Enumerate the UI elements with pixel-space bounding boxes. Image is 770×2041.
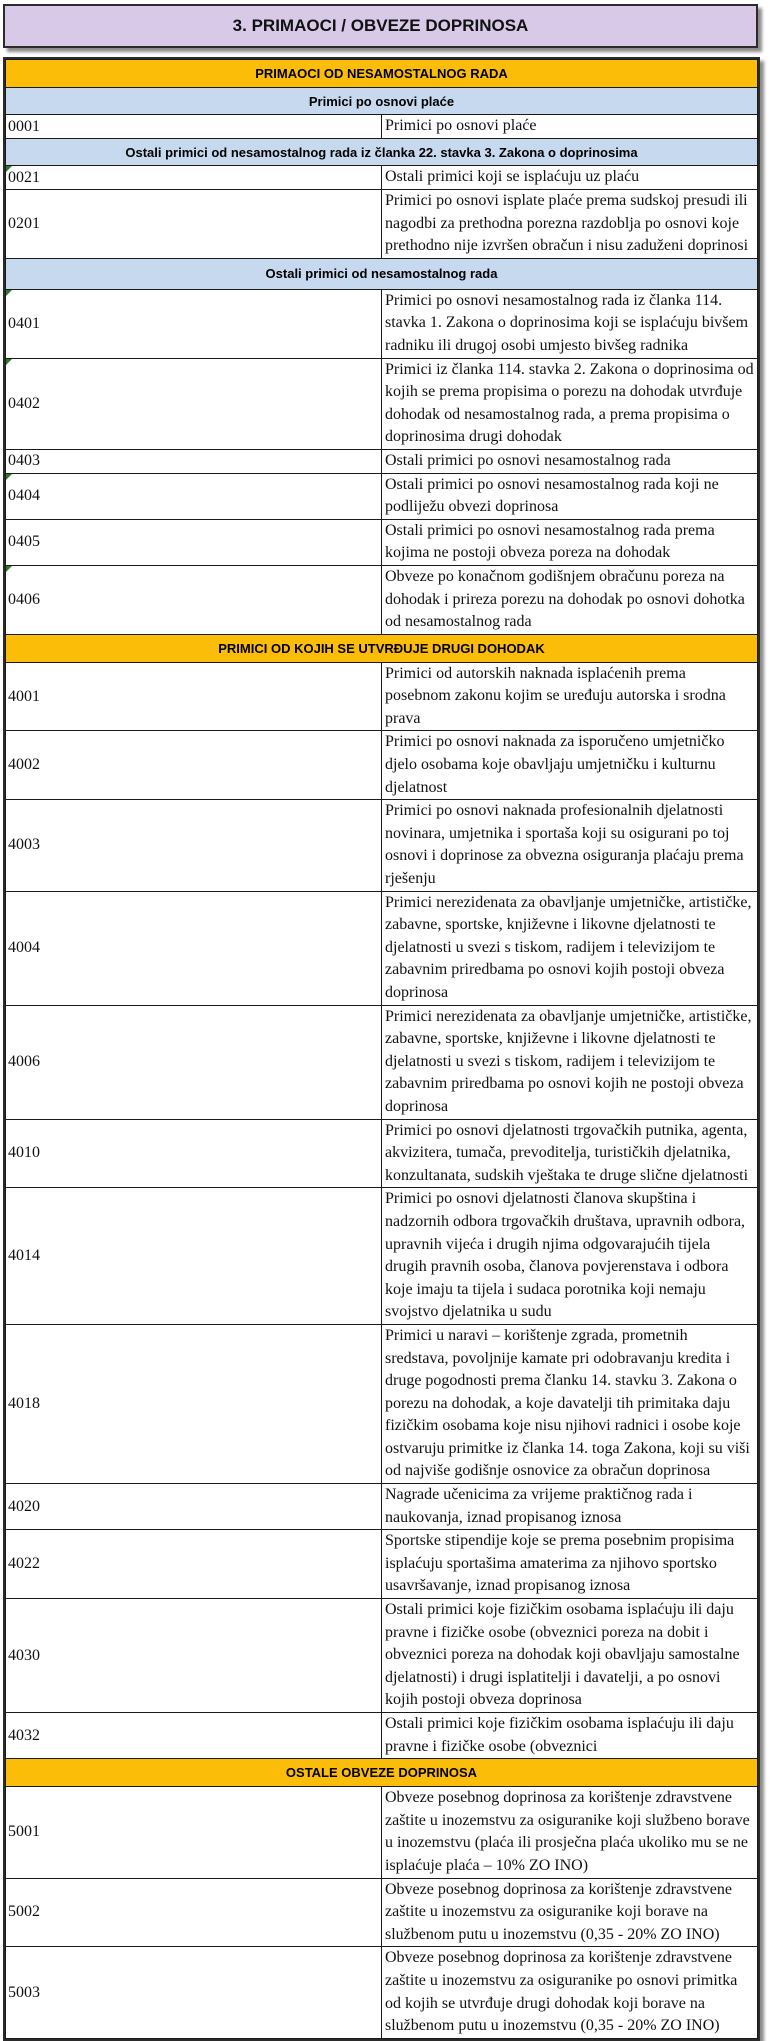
table-row bbox=[6, 1188, 758, 1325]
row-description: Obveze posebnog doprinosa za korištenje zdravstvene zaštite u inozemstvu za osiguranike po osnovi primitka od kojih se utvrđuje drugi dohodak koji borave na službenom putu u inozemstvu (0,35 - 20% ZO INO) bbox=[382, 1947, 758, 2038]
table-row bbox=[6, 1878, 758, 1947]
table-row bbox=[6, 662, 758, 731]
table-row bbox=[6, 473, 758, 519]
table-row bbox=[6, 891, 758, 1005]
cell-comment-marker-icon bbox=[6, 290, 12, 296]
row-code: 0402 bbox=[8, 394, 40, 412]
row-code: 4010 bbox=[8, 1144, 40, 1162]
row-code-cell bbox=[6, 1484, 382, 1530]
row-code: 0404 bbox=[8, 487, 40, 505]
contributions-table bbox=[3, 57, 760, 2041]
row-description: Primici po osnovi naknada profesionalnih djelatnosti novinara, umjetnika i sportaša koji su osigurani po toj osnovi i doprinose za obvezna osiguranja plaćaju prema rješenju bbox=[382, 800, 758, 891]
table-row bbox=[6, 166, 758, 190]
section-header bbox=[6, 634, 758, 662]
row-description: Obveze po konačnom godišnjem obračunu poreza na dohodak i prireza porezu na dohodak po osnovi dohotka od nesamostalnog rada bbox=[382, 565, 758, 634]
row-description: Primici po osnovi djelatnosti trgovačkih putnika, agenta, akvizitera, tumača, prevoditelja, turističkih djelatnika, konzultanata, sudskih vještaka te druge slične djelatnosti bbox=[382, 1119, 758, 1188]
cell-comment-marker-icon bbox=[6, 166, 12, 172]
row-code: 4030 bbox=[8, 1646, 40, 1664]
section-header bbox=[6, 1759, 758, 1787]
row-code-cell bbox=[6, 1324, 382, 1483]
row-code-cell bbox=[6, 1530, 382, 1599]
row-code: 5001 bbox=[8, 1823, 40, 1841]
row-code-cell bbox=[6, 800, 382, 891]
subsection-header bbox=[6, 258, 758, 289]
row-code: 4001 bbox=[8, 687, 40, 705]
row-code: 4022 bbox=[8, 1555, 40, 1573]
table-row bbox=[6, 190, 758, 259]
row-code-cell bbox=[6, 166, 382, 190]
row-code: 5003 bbox=[8, 1983, 40, 2001]
table-row bbox=[6, 1947, 758, 2038]
row-code-cell bbox=[6, 1947, 382, 2038]
row-description: Primici nerezidenata za obavljanje umjetničke, artističke, zabavne, sportske, književne i likovne djelatnosti te djelatnosti u svezi s tiskom, radijem i televizijom te zabavnim priredbama po osnovi kojih postoji obveza doprinosa bbox=[382, 891, 758, 1005]
row-code: 4032 bbox=[8, 1726, 40, 1744]
row-description: Primici u naravi – korištenje zgrada, prometnih sredstava, povoljnije kamate pri odobravanju kredita i druge pogodnosti prema članku 14. stavku 3. Zakona o porezu na dohodak, a koje davatelji tih primitaka daju fizičkim osobama koje nisu njihovi radnici i osobe koje ostvaruju primitke iz članka 14. toga Zakona, koji su viši od najviše godišnje osnovice za obračun doprinosa bbox=[382, 1324, 758, 1483]
table-row bbox=[6, 731, 758, 800]
row-code: 0001 bbox=[8, 117, 40, 135]
section-header-label: Ostali primici od nesamostalnog rada bbox=[6, 258, 758, 289]
row-code: 4002 bbox=[8, 756, 40, 774]
row-code-cell bbox=[6, 1599, 382, 1713]
section-header-label: PRIMICI OD KOJIH SE UTVRĐUJE DRUGI DOHODAK bbox=[6, 634, 758, 662]
row-code-cell bbox=[6, 115, 382, 139]
table-row bbox=[6, 1119, 758, 1188]
section-header-label: Primici po osnovi plaće bbox=[6, 88, 758, 115]
row-code-cell bbox=[6, 662, 382, 731]
row-code: 0406 bbox=[8, 590, 40, 608]
subsection-header bbox=[6, 88, 758, 115]
row-description: Primici nerezidenata za obavljanje umjetničke, artističke, zabavne, sportske, književne i likovne djelatnosti te djelatnosti u svezi s tiskom, radijem i televizijom te zabavnim priredbama po osnovi kojih ne postoji obveza doprinosa bbox=[382, 1005, 758, 1119]
row-description: Ostali primici koje fizičkim osobama isplaćuju ili daju pravne i fizičke osobe (obveznici bbox=[382, 1713, 758, 1759]
row-code: 0201 bbox=[8, 214, 40, 232]
row-code-cell bbox=[6, 1878, 382, 1947]
table-row bbox=[6, 565, 758, 634]
subsection-header bbox=[6, 139, 758, 166]
section-header-label: PRIMAOCI OD NESAMOSTALNOG RADA bbox=[6, 60, 758, 88]
row-code-cell bbox=[6, 565, 382, 634]
table-row bbox=[6, 289, 758, 358]
section-header bbox=[6, 60, 758, 88]
row-code-cell bbox=[6, 1005, 382, 1119]
table-row bbox=[6, 800, 758, 891]
section-header-label: OSTALE OBVEZE DOPRINOSA bbox=[6, 1759, 758, 1787]
table-row bbox=[6, 1530, 758, 1599]
row-description: Nagrade učenicima za vrijeme praktičnog rada i naukovanja, iznad propisanog iznosa bbox=[382, 1484, 758, 1530]
row-code: 4006 bbox=[8, 1053, 40, 1071]
row-description: Primici po osnovi djelatnosti članova skupština i nadzornih odbora trgovačkih društava, upravnih odbora, upravnih vijeća i drugih njima odgovarajućih tijela drugih pravnih osoba, članova povjerenstava i odbora koje imaju ta tijela i sudaca porotnika koji nemaju svojstvo djelatnika u sudu bbox=[382, 1188, 758, 1325]
row-code: 0403 bbox=[8, 452, 40, 470]
row-description: Ostali primici po osnovi nesamostalnog rada bbox=[382, 449, 758, 473]
row-code-cell bbox=[6, 358, 382, 449]
cell-comment-marker-icon bbox=[6, 474, 12, 480]
cell-comment-marker-icon bbox=[6, 566, 12, 572]
cell-comment-marker-icon bbox=[6, 359, 12, 365]
row-description: Primici od autorskih naknada isplaćenih prema posebnom zakonu kojim se uređuju autorska i srodna prava bbox=[382, 662, 758, 731]
table-row bbox=[6, 519, 758, 565]
row-code: 4020 bbox=[8, 1497, 40, 1515]
row-description: Ostali primici po osnovi nesamostalnog rada prema kojima ne postoji obveza poreza na dohodak bbox=[382, 519, 758, 565]
table-row bbox=[6, 115, 758, 139]
table-row bbox=[6, 1713, 758, 1759]
table-row bbox=[6, 358, 758, 449]
row-code-cell bbox=[6, 1119, 382, 1188]
table-row bbox=[6, 1484, 758, 1530]
table-row bbox=[6, 1599, 758, 1713]
page-title: 3. PRIMAOCI / OBVEZE DOPRINOSA bbox=[3, 4, 758, 48]
row-code-cell bbox=[6, 519, 382, 565]
row-description: Ostali primici koje fizičkim osobama isplaćuju ili daju pravne i fizičke osobe (obveznici poreza na dobit i obveznici poreza na dohodak koji obavljaju samostalne djelatnosti) i drugi isplatitelji i davatelji, a po osnovi kojih postoji obveza doprinosa bbox=[382, 1599, 758, 1713]
row-description: Primici po osnovi nesamostalnog rada iz članka 114. stavka 1. Zakona o doprinosima koji se isplaćuju bivšem radniku ili drugoj osobi umjesto bivšeg radnika bbox=[382, 289, 758, 358]
row-description: Primici po osnovi plaće bbox=[382, 115, 758, 139]
row-code-cell bbox=[6, 1713, 382, 1759]
row-code: 4004 bbox=[8, 939, 40, 957]
row-code-cell bbox=[6, 891, 382, 1005]
row-description: Sportske stipendije koje se prema posebnim propisima isplaćuju sportašima amaterima za njihovo sportsko usavršavanje, iznad propisanog iznosa bbox=[382, 1530, 758, 1599]
row-code: 0401 bbox=[8, 314, 40, 332]
table-row bbox=[6, 449, 758, 473]
row-code: 5002 bbox=[8, 1903, 40, 1921]
row-description: Ostali primici po osnovi nesamostalnog rada koji ne podliježu obvezi doprinosa bbox=[382, 473, 758, 519]
row-code-cell bbox=[6, 731, 382, 800]
row-code-cell bbox=[6, 190, 382, 259]
table-row bbox=[6, 1005, 758, 1119]
row-code-cell bbox=[6, 449, 382, 473]
row-code-cell bbox=[6, 1188, 382, 1325]
table-body bbox=[6, 60, 758, 2039]
row-code: 4018 bbox=[8, 1394, 40, 1412]
row-code-cell bbox=[6, 473, 382, 519]
row-description: Primici po osnovi naknada za isporučeno umjetničko djelo osobama koje obavljaju umjetničku i kulturnu djelatnost bbox=[382, 731, 758, 800]
row-description: Primici po osnovi isplate plaće prema sudskoj presudi ili nagodbi za prethodna porezna razdoblja po osnovi koje prethodno nije izvršen obračun i nisu zaduženi doprinosi bbox=[382, 190, 758, 259]
row-description: Obveze posebnog doprinosa za korištenje zdravstvene zaštite u inozemstvu za osiguranike koji borave na službenom putu u inozemstvu (0,35 - 20% ZO INO) bbox=[382, 1878, 758, 1947]
row-code: 4014 bbox=[8, 1247, 40, 1265]
row-description: Ostali primici koji se isplaćuju uz plaću bbox=[382, 166, 758, 190]
section-header-label: Ostali primici od nesamostalnog rada iz članka 22. stavka 3. Zakona o doprinosima bbox=[6, 139, 758, 166]
row-code-cell bbox=[6, 1787, 382, 1878]
table-row bbox=[6, 1787, 758, 1878]
row-code: 0405 bbox=[8, 533, 40, 551]
table-row bbox=[6, 1324, 758, 1483]
row-description: Primici iz članka 114. stavka 2. Zakona o doprinosima od kojih se prema propisima o porezu na dohodak utvrđuje dohodak od nesamostalnog rada, a prema propisima o doprinosima drugi dohodak bbox=[382, 358, 758, 449]
row-description: Obveze posebnog doprinosa za korištenje zdravstvene zaštite u inozemstvu za osiguranike koji službeno borave u inozemstvu (plaća ili prosječna plaća ukoliko mu se ne isplaćuje plaća – 10% ZO INO) bbox=[382, 1787, 758, 1878]
row-code-cell bbox=[6, 289, 382, 358]
row-code: 4003 bbox=[8, 836, 40, 854]
row-code: 0021 bbox=[8, 168, 40, 186]
